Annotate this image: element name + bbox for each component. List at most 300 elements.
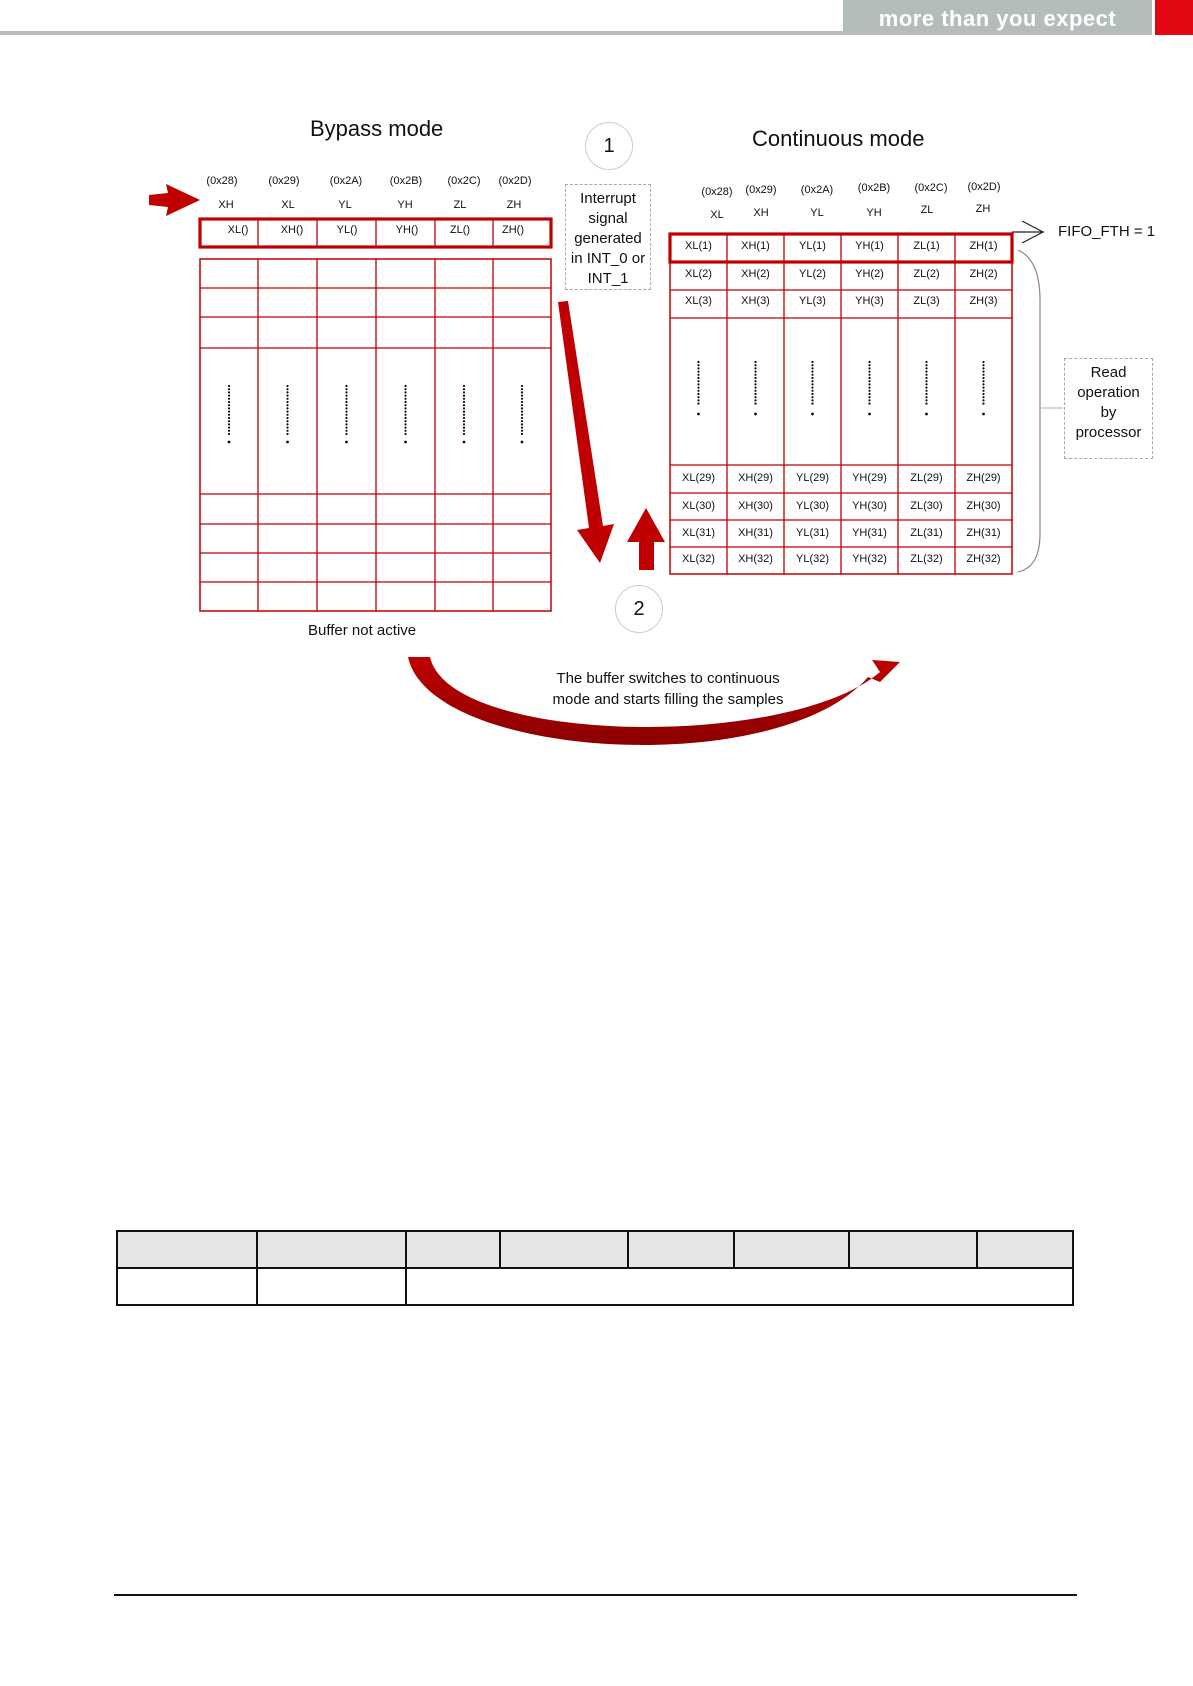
ellipsis-dot bbox=[463, 401, 465, 403]
ellipsis-dot bbox=[345, 427, 347, 429]
ellipsis-dot bbox=[228, 398, 230, 400]
footer-rule bbox=[114, 1594, 1077, 1596]
ellipsis-dot bbox=[868, 377, 870, 379]
continuous-cell-value: ZL(3) bbox=[913, 295, 940, 307]
ellipsis-dot bbox=[286, 417, 288, 419]
bypass-buffer-grid bbox=[200, 219, 551, 611]
ellipsis-dot bbox=[286, 388, 288, 390]
read-line-3: by bbox=[1100, 404, 1117, 421]
continuous-cell-value: XL(3) bbox=[685, 295, 712, 307]
ellipsis-dot bbox=[811, 367, 813, 369]
ellipsis-dot bbox=[404, 417, 406, 419]
continuous-cell-value: XL(2) bbox=[685, 268, 712, 280]
ellipsis-dot bbox=[868, 367, 870, 369]
table-cell bbox=[734, 1231, 850, 1268]
continuous-cell-value: ZL(30) bbox=[910, 500, 943, 512]
ellipsis-dot bbox=[754, 387, 756, 389]
continuous-address-label: (0x2C) bbox=[914, 182, 948, 194]
ellipsis-dot bbox=[982, 387, 984, 389]
ellipsis-dot bbox=[697, 393, 699, 395]
interrupt-line-1: Interrupt bbox=[580, 190, 636, 207]
ellipsis-dot bbox=[463, 388, 465, 390]
ellipsis-dot bbox=[982, 367, 984, 369]
continuous-cell-value: ZH(29) bbox=[966, 472, 1001, 484]
ellipsis-dot bbox=[925, 361, 927, 363]
ellipsis-dot bbox=[982, 403, 984, 405]
ellipsis-dot bbox=[754, 393, 756, 395]
ellipsis-dot bbox=[982, 374, 984, 376]
ellipsis-dot bbox=[345, 398, 347, 400]
ellipsis-dot bbox=[811, 390, 813, 392]
ellipsis-dot bbox=[404, 401, 406, 403]
ellipsis-dot bbox=[697, 371, 699, 373]
bypass-cell-value: YL() bbox=[336, 224, 358, 236]
step-1-badge: 1 bbox=[585, 122, 633, 170]
ellipsis-dot bbox=[228, 433, 230, 435]
ellipsis-dot bbox=[811, 380, 813, 382]
ellipsis-dot bbox=[286, 441, 289, 444]
ellipsis-dot bbox=[521, 398, 523, 400]
ellipsis-dot bbox=[286, 433, 288, 435]
ellipsis-dot bbox=[463, 385, 465, 387]
ellipsis-dot bbox=[228, 420, 230, 422]
ellipsis-dot bbox=[811, 396, 813, 398]
fifo-pointer-icon bbox=[1012, 221, 1043, 243]
ellipsis-dot bbox=[811, 403, 813, 405]
ellipsis-dot bbox=[521, 401, 523, 403]
table-cell bbox=[117, 1268, 257, 1305]
ellipsis-dots bbox=[228, 361, 985, 444]
continuous-cell-value: ZH(31) bbox=[966, 527, 1001, 539]
continuous-cell-value: ZH(3) bbox=[969, 295, 998, 307]
buffer-not-active-caption: Buffer not active bbox=[308, 622, 417, 639]
ellipsis-dot bbox=[754, 413, 757, 416]
continuous-cell-value: XL(1) bbox=[685, 240, 712, 252]
ellipsis-dot bbox=[286, 385, 288, 387]
continuous-cell-value: YH(30) bbox=[852, 500, 887, 512]
continuous-cell-value: ZH(32) bbox=[966, 553, 1001, 565]
bypass-address-label: (0x29) bbox=[268, 175, 300, 187]
ellipsis-dot bbox=[925, 380, 927, 382]
ellipsis-dot bbox=[345, 385, 347, 387]
continuous-cell-value: YL(31) bbox=[795, 527, 830, 539]
ellipsis-dot bbox=[404, 427, 406, 429]
ellipsis-dot bbox=[228, 391, 230, 393]
continuous-register-label: YH bbox=[866, 207, 882, 219]
ellipsis-dot bbox=[345, 441, 348, 444]
ellipsis-dot bbox=[697, 361, 699, 363]
continuous-buffer-grid bbox=[670, 234, 1012, 574]
ellipsis-dot bbox=[754, 374, 756, 376]
ellipsis-dot bbox=[345, 404, 347, 406]
continuous-cell-value: ZL(2) bbox=[913, 268, 940, 280]
ellipsis-dot bbox=[868, 380, 870, 382]
ellipsis-dot bbox=[228, 441, 231, 444]
bypass-address-label: (0x28) bbox=[206, 175, 238, 187]
continuous-cell-value: ZL(29) bbox=[910, 472, 943, 484]
continuous-cell-value: YH(3) bbox=[855, 295, 884, 307]
ellipsis-dot bbox=[286, 414, 288, 416]
ellipsis-dot bbox=[286, 391, 288, 393]
continuous-address-label: (0x2D) bbox=[967, 181, 1001, 193]
ellipsis-dot bbox=[754, 361, 756, 363]
ellipsis-dot bbox=[404, 395, 406, 397]
ellipsis-dot bbox=[982, 371, 984, 373]
ellipsis-dot bbox=[404, 398, 406, 400]
step-2-badge: 2 bbox=[615, 585, 663, 633]
continuous-cell-value: YH(32) bbox=[852, 553, 887, 565]
ellipsis-dot bbox=[345, 401, 347, 403]
ellipsis-dot bbox=[228, 388, 230, 390]
ellipsis-dot bbox=[754, 377, 756, 379]
ellipsis-dot bbox=[286, 407, 288, 409]
interrupt-line-4: in INT_0 or bbox=[570, 250, 646, 267]
continuous-cell-value: YL(2) bbox=[799, 268, 826, 280]
ellipsis-dot bbox=[521, 417, 523, 419]
bypass-address-label: (0x2A) bbox=[329, 175, 363, 187]
ellipsis-dot bbox=[925, 377, 927, 379]
continuous-cell-value: XH(2) bbox=[741, 268, 770, 280]
bypass-address-label: (0x2C) bbox=[447, 175, 481, 187]
ellipsis-dot bbox=[868, 361, 870, 363]
interrupt-line-3: generated bbox=[574, 230, 642, 247]
ellipsis-dot bbox=[982, 380, 984, 382]
ellipsis-dot bbox=[228, 407, 230, 409]
continuous-address-label: (0x2B) bbox=[857, 182, 891, 194]
bypass-cell-value: ZL() bbox=[449, 224, 471, 236]
bypass-address-label: (0x2D) bbox=[498, 175, 532, 187]
ellipsis-dot bbox=[697, 396, 699, 398]
bypass-mode-title: Bypass mode bbox=[310, 116, 444, 141]
read-arrow-up bbox=[627, 508, 665, 570]
switch-caption bbox=[549, 668, 787, 710]
continuous-cell-value: YL(30) bbox=[795, 500, 830, 512]
continuous-cell-value: ZL(31) bbox=[910, 527, 943, 539]
fifo-bracket bbox=[1018, 250, 1040, 572]
ellipsis-dot bbox=[754, 380, 756, 382]
continuous-cell-value: ZH(1) bbox=[969, 240, 998, 252]
ellipsis-dot bbox=[286, 404, 288, 406]
ellipsis-dot bbox=[463, 404, 465, 406]
ellipsis-dot bbox=[463, 398, 465, 400]
read-line-1: Read bbox=[1090, 364, 1127, 381]
ellipsis-dot bbox=[286, 430, 288, 432]
ellipsis-dot bbox=[286, 423, 288, 425]
ellipsis-dot bbox=[982, 393, 984, 395]
ellipsis-dot bbox=[228, 417, 230, 419]
ellipsis-dot bbox=[925, 367, 927, 369]
table-cell bbox=[257, 1231, 407, 1268]
ellipsis-dot bbox=[868, 390, 870, 392]
read-line-2: operation bbox=[1077, 384, 1140, 401]
ellipsis-dot bbox=[754, 403, 756, 405]
ellipsis-dot bbox=[345, 417, 347, 419]
ellipsis-dot bbox=[697, 390, 699, 392]
continuous-cell-value: YL(1) bbox=[799, 240, 826, 252]
entry-arrow bbox=[149, 184, 200, 216]
table-cell bbox=[849, 1231, 977, 1268]
ellipsis-dot bbox=[697, 383, 699, 385]
ellipsis-dot bbox=[697, 403, 699, 405]
ellipsis-dot bbox=[521, 423, 523, 425]
continuous-cell-value: ZH(2) bbox=[969, 268, 998, 280]
continuous-cell-value: YL(29) bbox=[795, 472, 830, 484]
continuous-address-label: (0x29) bbox=[745, 184, 777, 196]
brand-tagline: more than you expect bbox=[843, 0, 1152, 35]
ellipsis-dot bbox=[811, 374, 813, 376]
ellipsis-dot bbox=[754, 396, 756, 398]
ellipsis-dot bbox=[697, 387, 699, 389]
ellipsis-dot bbox=[982, 364, 984, 366]
continuous-register-label: XH bbox=[753, 207, 769, 219]
register-table-header-row bbox=[117, 1231, 1073, 1268]
interrupt-signal-box bbox=[565, 184, 651, 290]
ellipsis-dot bbox=[521, 433, 523, 435]
ellipsis-dot bbox=[228, 423, 230, 425]
ellipsis-dot bbox=[925, 387, 927, 389]
ellipsis-dot bbox=[521, 420, 523, 422]
ellipsis-dot bbox=[925, 399, 927, 401]
table-cell bbox=[628, 1231, 734, 1268]
table-cell bbox=[500, 1231, 628, 1268]
ellipsis-dot bbox=[463, 427, 465, 429]
continuous-cell-value: XL(31) bbox=[681, 527, 716, 539]
ellipsis-dot bbox=[982, 413, 985, 416]
continuous-cell-value: XH(31) bbox=[738, 527, 773, 539]
ellipsis-dot bbox=[345, 388, 347, 390]
ellipsis-dot bbox=[228, 427, 230, 429]
table-cell bbox=[257, 1268, 407, 1305]
ellipsis-dot bbox=[868, 413, 871, 416]
ellipsis-dot bbox=[463, 423, 465, 425]
ellipsis-dot bbox=[286, 427, 288, 429]
ellipsis-dot bbox=[404, 388, 406, 390]
bypass-register-label: YL bbox=[338, 199, 352, 211]
ellipsis-dot bbox=[521, 395, 523, 397]
ellipsis-dot bbox=[286, 401, 288, 403]
ellipsis-dot bbox=[345, 407, 347, 409]
ellipsis-dot bbox=[228, 430, 230, 432]
ellipsis-dot bbox=[345, 411, 347, 413]
ellipsis-dot bbox=[463, 430, 465, 432]
bypass-register-label: XL bbox=[281, 199, 295, 211]
ellipsis-dot bbox=[811, 371, 813, 373]
switch-caption-line-2: mode and starts filling the samples bbox=[552, 691, 784, 708]
ellipsis-dot bbox=[925, 390, 927, 392]
ellipsis-dot bbox=[463, 433, 465, 435]
ellipsis-dot bbox=[345, 423, 347, 425]
fifo-threshold-label: FIFO_FTH = 1 bbox=[1058, 223, 1156, 240]
ellipsis-dot bbox=[811, 364, 813, 366]
continuous-cell-value: YH(2) bbox=[855, 268, 884, 280]
continuous-cell-value: YL(32) bbox=[795, 553, 830, 565]
ellipsis-dot bbox=[868, 387, 870, 389]
ellipsis-dot bbox=[754, 399, 756, 401]
ellipsis-dot bbox=[404, 441, 407, 444]
ellipsis-dot bbox=[925, 393, 927, 395]
ellipsis-dot bbox=[404, 414, 406, 416]
ellipsis-dot bbox=[463, 395, 465, 397]
ellipsis-dot bbox=[404, 423, 406, 425]
ellipsis-dot bbox=[463, 417, 465, 419]
ellipsis-dot bbox=[697, 364, 699, 366]
switch-arrow-diagonal bbox=[558, 301, 614, 563]
ellipsis-dot bbox=[463, 441, 466, 444]
ellipsis-dot bbox=[463, 411, 465, 413]
ellipsis-dot bbox=[404, 433, 406, 435]
table-cell bbox=[406, 1268, 1073, 1305]
register-table bbox=[116, 1230, 1074, 1306]
switch-caption-line-1: The buffer switches to continuous bbox=[556, 670, 780, 687]
continuous-register-label: ZH bbox=[975, 203, 991, 215]
ellipsis-dot bbox=[463, 407, 465, 409]
ellipsis-dot bbox=[868, 393, 870, 395]
ellipsis-dot bbox=[811, 361, 813, 363]
ellipsis-dot bbox=[286, 411, 288, 413]
continuous-address-label: (0x2A) bbox=[800, 184, 834, 196]
ellipsis-dot bbox=[868, 364, 870, 366]
bypass-address-label: (0x2B) bbox=[389, 175, 423, 187]
ellipsis-dot bbox=[404, 407, 406, 409]
ellipsis-dot bbox=[286, 398, 288, 400]
ellipsis-dot bbox=[925, 413, 928, 416]
continuous-cell-value: XH(30) bbox=[738, 500, 773, 512]
read-line-4: processor bbox=[1075, 424, 1142, 441]
ellipsis-dot bbox=[868, 403, 870, 405]
bypass-cell-value: XL() bbox=[227, 224, 249, 236]
ellipsis-dot bbox=[868, 383, 870, 385]
ellipsis-dot bbox=[697, 399, 699, 401]
continuous-register-label: XL bbox=[710, 209, 724, 221]
ellipsis-dot bbox=[697, 377, 699, 379]
ellipsis-dot bbox=[286, 420, 288, 422]
ellipsis-dot bbox=[404, 411, 406, 413]
ellipsis-dot bbox=[228, 411, 230, 413]
ellipsis-dot bbox=[404, 391, 406, 393]
ellipsis-dot bbox=[982, 383, 984, 385]
ellipsis-dot bbox=[925, 396, 927, 398]
ellipsis-dot bbox=[228, 414, 230, 416]
ellipsis-dot bbox=[925, 364, 927, 366]
continuous-register-label: ZL bbox=[920, 204, 934, 216]
ellipsis-dot bbox=[868, 396, 870, 398]
ellipsis-dot bbox=[463, 414, 465, 416]
continuous-cell-value: ZH(30) bbox=[966, 500, 1001, 512]
bypass-cell-value: ZH() bbox=[502, 224, 524, 236]
ellipsis-dot bbox=[521, 407, 523, 409]
bypass-register-label: ZL bbox=[453, 199, 467, 211]
ellipsis-dot bbox=[925, 371, 927, 373]
continuous-cell-value: YL(3) bbox=[799, 295, 826, 307]
continuous-cell-value: ZL(32) bbox=[910, 553, 943, 565]
continuous-cell-value: XH(29) bbox=[738, 472, 773, 484]
continuous-cell-value: XH(3) bbox=[741, 295, 770, 307]
ellipsis-dot bbox=[345, 420, 347, 422]
continuous-cell-value: YH(31) bbox=[852, 527, 887, 539]
ellipsis-dot bbox=[925, 403, 927, 405]
interrupt-line-5: INT_1 bbox=[587, 270, 629, 287]
interrupt-line-2: signal bbox=[588, 210, 628, 227]
continuous-cell-value: YH(29) bbox=[852, 472, 887, 484]
ellipsis-dot bbox=[345, 414, 347, 416]
ellipsis-dot bbox=[345, 391, 347, 393]
continuous-cell-value: XL(32) bbox=[681, 553, 716, 565]
table-cell bbox=[977, 1231, 1073, 1268]
bypass-cell-value: XH() bbox=[280, 224, 304, 236]
ellipsis-dot bbox=[521, 427, 523, 429]
ellipsis-dot bbox=[697, 413, 700, 416]
continuous-cell-value: YH(1) bbox=[855, 240, 884, 252]
bypass-register-label: ZH bbox=[506, 199, 522, 211]
ellipsis-dot bbox=[521, 411, 523, 413]
read-operation-box bbox=[1064, 358, 1153, 459]
ellipsis-dot bbox=[463, 420, 465, 422]
ellipsis-dot bbox=[982, 399, 984, 401]
ellipsis-dot bbox=[754, 371, 756, 373]
ellipsis-dot bbox=[521, 391, 523, 393]
ellipsis-dot bbox=[228, 385, 230, 387]
continuous-cell-value: XH(1) bbox=[741, 240, 770, 252]
ellipsis-dot bbox=[811, 399, 813, 401]
ellipsis-dot bbox=[228, 404, 230, 406]
ellipsis-dot bbox=[868, 371, 870, 373]
ellipsis-dot bbox=[521, 385, 523, 387]
ellipsis-dot bbox=[811, 387, 813, 389]
ellipsis-dot bbox=[925, 383, 927, 385]
table-cell bbox=[117, 1231, 257, 1268]
ellipsis-dot bbox=[345, 433, 347, 435]
continuous-mode-title: Continuous mode bbox=[752, 126, 925, 151]
ellipsis-dot bbox=[811, 383, 813, 385]
bypass-cell-value: YH() bbox=[395, 224, 419, 236]
continuous-cell-value: XL(30) bbox=[681, 500, 716, 512]
ellipsis-dot bbox=[697, 380, 699, 382]
continuous-cell-value: XL(29) bbox=[681, 472, 716, 484]
ellipsis-dot bbox=[754, 390, 756, 392]
bypass-register-label: YH bbox=[397, 199, 413, 211]
ellipsis-dot bbox=[697, 374, 699, 376]
ellipsis-dot bbox=[925, 374, 927, 376]
continuous-cell-value: ZL(1) bbox=[913, 240, 940, 252]
ellipsis-dot bbox=[463, 391, 465, 393]
ellipsis-dot bbox=[811, 377, 813, 379]
continuous-cell-value: XH(32) bbox=[738, 553, 773, 565]
ellipsis-dot bbox=[811, 393, 813, 395]
ellipsis-dot bbox=[982, 361, 984, 363]
ellipsis-dot bbox=[345, 430, 347, 432]
ellipsis-dot bbox=[868, 374, 870, 376]
ellipsis-dot bbox=[754, 383, 756, 385]
ellipsis-dot bbox=[228, 395, 230, 397]
ellipsis-dot bbox=[982, 390, 984, 392]
bypass-register-label: XH bbox=[218, 199, 234, 211]
ellipsis-dot bbox=[754, 364, 756, 366]
register-table-body-row bbox=[117, 1268, 1073, 1305]
ellipsis-dot bbox=[228, 401, 230, 403]
ellipsis-dot bbox=[521, 388, 523, 390]
ellipsis-dot bbox=[521, 441, 524, 444]
ellipsis-dot bbox=[982, 377, 984, 379]
continuous-register-label: YL bbox=[810, 207, 824, 219]
ellipsis-dot bbox=[982, 396, 984, 398]
ellipsis-dot bbox=[868, 399, 870, 401]
ellipsis-dot bbox=[521, 404, 523, 406]
ellipsis-dot bbox=[404, 385, 406, 387]
ellipsis-dot bbox=[404, 404, 406, 406]
ellipsis-dot bbox=[345, 395, 347, 397]
table-cell bbox=[406, 1231, 500, 1268]
ellipsis-dot bbox=[521, 414, 523, 416]
